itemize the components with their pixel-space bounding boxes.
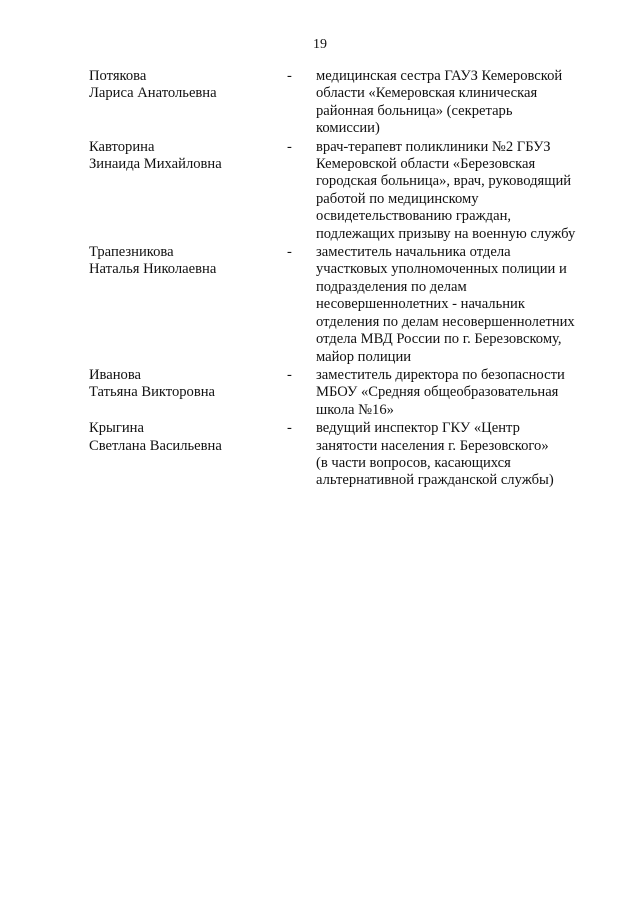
role-line: отделения по делам несовершеннолетних (316, 313, 575, 330)
page-number: 19 (313, 37, 327, 52)
member-entry (89, 367, 599, 419)
role-line: освидетельствованию граждан, (316, 208, 512, 225)
member-name (89, 68, 287, 138)
role-line: медицинская сестра ГАУЗ Кемеровской (316, 68, 563, 84)
role-line: заместитель директора по безопасности (316, 366, 565, 383)
member-name (89, 367, 287, 419)
dash-separator: - (287, 68, 292, 84)
dash-separator: - (287, 138, 292, 155)
member-entry (89, 420, 599, 490)
member-role (316, 139, 599, 243)
member-given-names: Светлана Васильевна (89, 437, 222, 454)
role-line: подразделения по делам (316, 278, 467, 295)
role-line: Кемеровской области «Березовская (316, 156, 536, 173)
role-line: альтернативной гражданской службы) (316, 472, 554, 489)
dash-separator: - (287, 420, 292, 437)
member-name (89, 244, 287, 366)
role-line: работой по медицинскому (316, 190, 479, 207)
member-role (316, 367, 599, 419)
member-surname: Кавторина (89, 138, 155, 155)
role-line: комиссии) (316, 120, 380, 137)
role-line: майор полиции (316, 348, 412, 365)
member-surname: Иванова (89, 366, 141, 383)
role-line: школа №16» (316, 401, 394, 418)
role-line: ведущий инспектор ГКУ «Центр (316, 420, 520, 437)
role-line: участковых уполномоченных полиции и (316, 261, 567, 278)
member-role (316, 68, 599, 138)
role-line: врач-терапевт поликлиники №2 ГБУЗ (316, 138, 551, 155)
member-given-names: Лариса Анатольевна (89, 85, 217, 102)
member-entry (89, 68, 599, 138)
member-role (316, 420, 599, 490)
member-role (316, 244, 599, 366)
dash-separator: - (287, 366, 292, 383)
member-entry (89, 244, 599, 366)
dash-separator: - (287, 244, 292, 261)
role-line: городская больница», врач, руководящий (316, 173, 572, 190)
role-line: подлежащих призыву на военную службу (316, 225, 576, 242)
commission-members-list (89, 68, 599, 491)
member-surname: Крыгина (89, 420, 144, 437)
member-given-names: Зинаида Михайловна (89, 156, 222, 173)
role-line: МБОУ «Средняя общеобразовательная (316, 384, 559, 401)
role-line: районная больница» (секретарь (316, 102, 513, 119)
member-given-names: Татьяна Викторовна (89, 384, 216, 401)
member-given-names: Наталья Николаевна (89, 261, 217, 278)
role-line: несовершеннолетних - начальник (316, 296, 525, 313)
member-name (89, 420, 287, 490)
role-line: (в части вопросов, касающихся (316, 454, 511, 471)
member-entry (89, 139, 599, 243)
member-surname: Трапезникова (89, 244, 174, 261)
role-line: заместитель начальника отдела (316, 244, 511, 261)
member-name (89, 139, 287, 243)
role-line: занятости населения г. Березовского» (316, 437, 549, 454)
role-line: отдела МВД России по г. Березовскому, (316, 331, 562, 348)
member-surname: Потякова (89, 68, 147, 84)
role-line: области «Кемеровская клиническая (316, 85, 538, 102)
